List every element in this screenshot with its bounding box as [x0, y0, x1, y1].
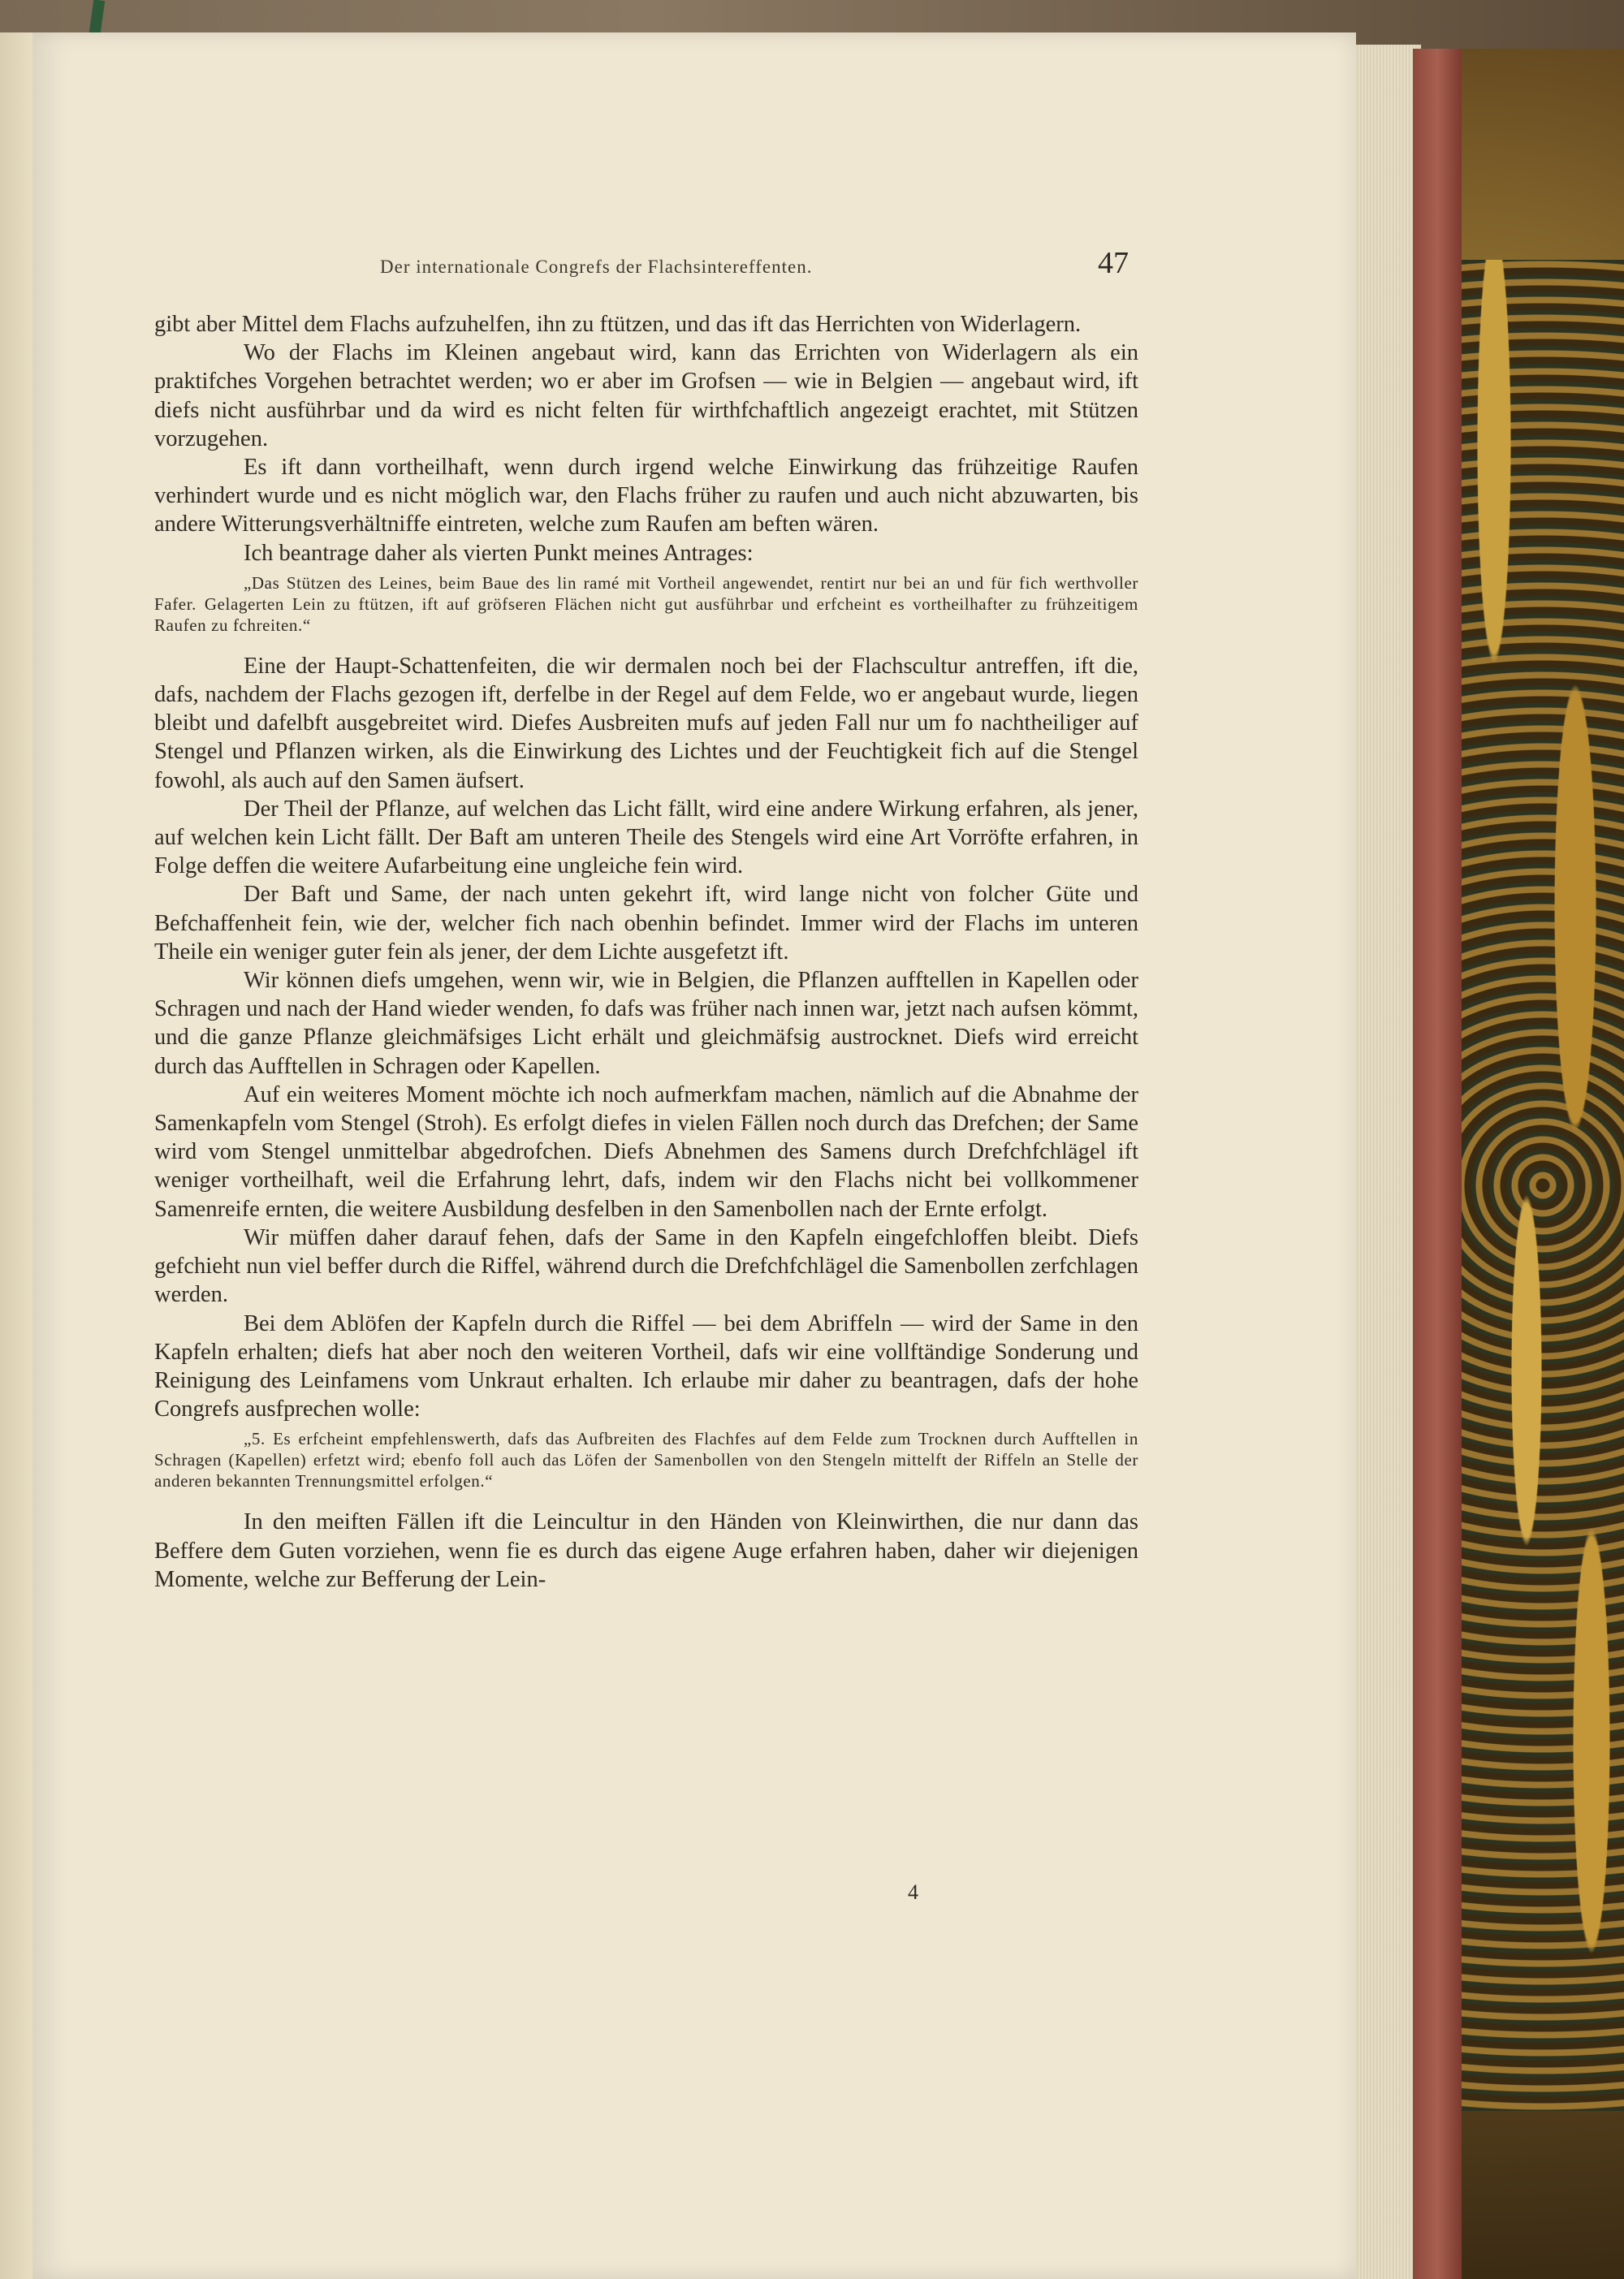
- paragraph: Es ift dann vortheilhaft, wenn durch irgend welche Einwirkung das frühzeitige Raufen verhindert wurde und es nicht möglich war, den Flachs früher zu raufen und auch nicht abzuwarten, bis andere Witterungsverhältniffe eintreten, welche zum Raufen am beften wären.: [154, 455, 1138, 537]
- paragraph: Eine der Haupt-Schattenfeiten, die wir dermalen noch bei der Flachscultur antreffen, ift die, dafs, nachdem der Flachs gezogen ift, derfelbe in der Regel auf dem Felde, wo er angebaut wurde, liegen bleibt und dafelbft ausgebreitet wird. Diefes Ausbreiten mufs auf jeden Fall nur um fo nachtheiliger auf Stengel und Pflanzen wirken, als die Einwirkung des Lichtes und der Feuchtigkeit fich auf die Stengel fowohl, als auch auf den Samen äufsert.: [154, 653, 1138, 793]
- paragraph: gibt aber Mittel dem Flachs aufzuhelfen, ihn zu ftützen, und das ift das Herrichten von Widerlagern.: [154, 312, 1082, 337]
- paragraph: Wo der Flachs im Kleinen angebaut wird, kann das Errichten von Widerlagern als ein praktifches Vorgehen betrachtet werden; wo er aber im Grofsen — wie in Belgien — angebaut wird, ift diefs nicht ausführbar und da wird es nicht felten für wirthfchaftlich angezeigt erachtet, mit Stützen vorzugehen.: [154, 340, 1138, 451]
- body-text: [154, 310, 1138, 1594]
- running-head: Der internationale Congrefs der Flachsintereffenten.: [380, 257, 813, 277]
- paragraph: In den meiften Fällen ift die Leincultur in den Händen von Kleinwirthen, die nur dann das Beffere dem Guten vorziehen, wenn fie es durch das eigene Auge erfahren haben, daher wir diejenigen Momente, welche zur Befferung der Lein-: [154, 1509, 1138, 1592]
- paragraph: Ich beantrage daher als vierten Punkt meines Antrages:: [244, 540, 754, 566]
- paragraph: Auf ein weiteres Moment möchte ich noch aufmerkfam machen, nämlich auf die Abnahme der Samenkapfeln vom Stengel (Stroh). Es erfolgt diefes in vielen Fällen noch durch das Drefchen; der Same wird vom Stengel unmittelbar abgedrofchen. Diefs Abnehmen des Samens durch Drefchfchlägel ift weniger vortheilhaft, weil die Erfahrung lehrt, dafs, indem wir den Flachs nicht bei vollkommener Samenreife ernten, die weitere Ausbildung desfelben in den Samenbollen nach der Ernte erfolgt.: [154, 1081, 1138, 1222]
- signature-mark: 4: [908, 1880, 918, 1904]
- page-number: 47: [1098, 246, 1129, 280]
- paragraph: Der Theil der Pflanze, auf welchen das Licht fällt, wird eine andere Wirkung erfahren, als jener, auf welchen kein Licht fällt. Der Baft am unteren Theile des Stengels wird eine Art Vorröfte erfahren, in Folge deffen die weitere Aufarbeitung eine ungleiche fein wird.: [154, 796, 1138, 879]
- paragraph: Der Baft und Same, der nach unten gekehrt ift, wird lange nicht von folcher Güte und Befchaffenheit fein, wie der, welcher fich nach obenhin befindet. Immer wird der Flachs im unteren Theile ein weniger guter fein als jener, der dem Lichte ausgefetzt ift.: [154, 882, 1138, 965]
- quoted-motion: „Das Stützen des Leines, beim Baue des lin ramé mit Vortheil angewendet, rentirt nur bei an und für fich werthvoller Fafer. Gelagerten Lein zu ftützen, ift auf gröfseren Flächen nicht gut ausführbar und erfcheint es vortheilhafter zu frühzeitigem Raufen zu fchreiten.“: [154, 572, 1138, 635]
- cover-leather-edge: [1413, 49, 1462, 2279]
- paragraph: Wir können diefs umgehen, wenn wir, wie in Belgien, die Pflanzen aufftellen in Kapellen oder Schragen und nach der Hand wieder wenden, fo dafs was früher nach innen war, jetzt nach aufsen kömmt, und die ganze Pflanze gleichmäfsiges Licht erhält und gleichmäfsig austrocknet. Diefs wird erreicht durch das Aufftellen in Schragen oder Kapellen.: [154, 968, 1138, 1079]
- page-stack-edge: [1356, 45, 1421, 2279]
- quoted-motion: „5. Es erfcheint empfehlenswerth, dafs das Aufbreiten des Flachfes auf dem Felde zum Trocknen durch Aufftellen in Schragen (Kapellen) erfetzt wird; ebenfo foll auch das Löfen der Samenbollen von den Stengeln mittelft der Riffeln an Stelle der anderen bekannten Trennungsmittel erfolgen.“: [154, 1429, 1138, 1491]
- paragraph: Wir müffen daher darauf fehen, dafs der Same in den Kapfeln eingefchloffen bleibt. Diefs gefchieht nun viel beffer durch die Riffel, während durch die Drefchfchlägel die Samenbollen zerfchlagen werden.: [154, 1224, 1138, 1308]
- paragraph: Bei dem Ablöfen der Kapfeln durch die Riffel — bei dem Abriffeln — wird der Same in den Kapfeln erhalten; diefs hat aber noch den weiteren Vortheil, dafs wir eine vollftändige Sonderung und Reinigung des Leinfamens vom Unkraut erhalten. Ich erlaube mir daher zu beantragen, dafs der hohe Congrefs ausfprechen wolle:: [154, 1310, 1138, 1422]
- marbled-cover-pattern: [1462, 260, 1624, 2111]
